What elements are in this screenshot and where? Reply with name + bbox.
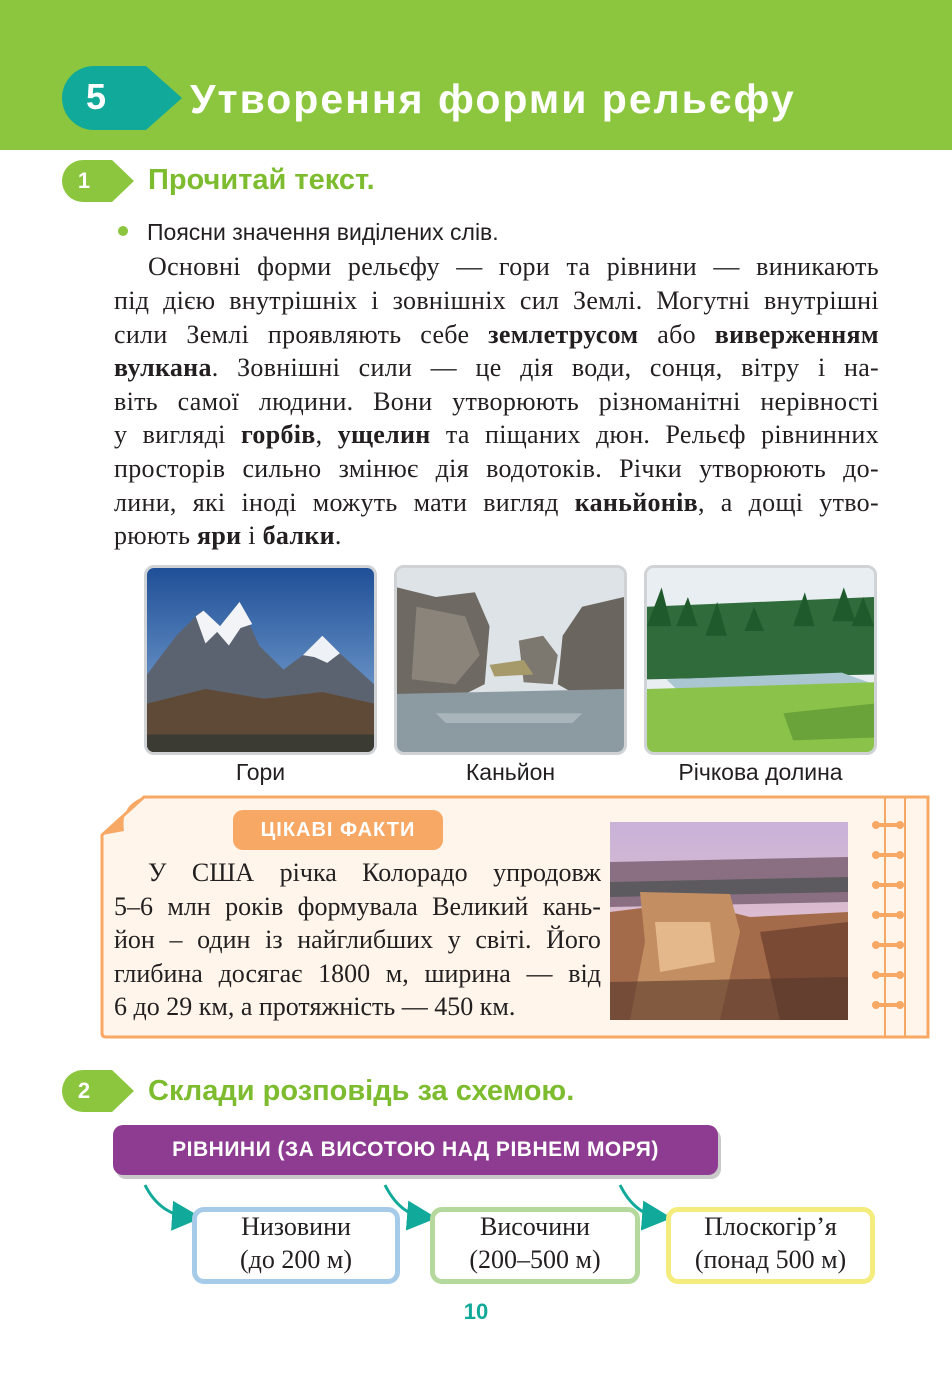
word: Річки: [619, 454, 682, 483]
word: себе: [420, 320, 470, 349]
word: дощі: [748, 488, 804, 517]
word: і: [248, 521, 256, 550]
text-line: [114, 418, 879, 452]
mountains-caption: Гори: [235, 759, 286, 785]
river-valley-caption: Річкова долина: [678, 759, 843, 785]
word: нерівності: [760, 387, 879, 416]
task-title: Прочитай текст.: [148, 164, 375, 196]
plateaus-range: (понад 500 м): [694, 1245, 847, 1274]
plateaus-label: [666, 1210, 875, 1282]
canyon-caption: Каньйон: [465, 759, 556, 785]
word: дія: [435, 454, 469, 483]
word: Зовнішні: [237, 353, 341, 382]
word: просторів: [114, 454, 226, 483]
word: Землі: [186, 320, 250, 349]
uplands-name: Височини: [480, 1212, 590, 1241]
word: до-: [843, 454, 879, 483]
word: —: [456, 252, 483, 281]
word: сили: [358, 353, 413, 382]
word: проявляють: [267, 320, 402, 349]
highlighted-term: виверженням: [714, 320, 879, 349]
word: дія: [520, 353, 554, 382]
river-valley-photo: [644, 565, 877, 755]
word: які: [192, 488, 226, 517]
word: різноманітні: [598, 387, 741, 416]
word: утво-: [819, 488, 879, 517]
word: і: [371, 286, 379, 315]
word: це: [475, 353, 502, 382]
word: рельєфу: [347, 252, 440, 281]
highlighted-term: балки.: [262, 521, 342, 550]
task-title: Склади розповідь за схемою.: [148, 1075, 575, 1107]
word: і: [817, 353, 826, 382]
bullet-dot: [118, 226, 128, 236]
word: —: [430, 353, 457, 382]
word: —: [713, 252, 740, 281]
page-number: 10: [463, 1299, 489, 1324]
word: дією: [163, 286, 216, 315]
word: та: [566, 252, 591, 281]
mountains-photo: [144, 565, 377, 755]
page-title: Утворення форми рельєфу: [190, 76, 796, 122]
word: Основні: [148, 252, 241, 281]
word: лини,: [114, 488, 177, 517]
word: водотоків.: [486, 454, 602, 483]
task-number: 2: [77, 1078, 91, 1103]
word: гори: [498, 252, 551, 281]
word: рюють: [114, 521, 191, 550]
text-line: [114, 318, 879, 352]
facts-label: ЦІКАВІ ФАКТИ: [260, 819, 416, 841]
word: іноді: [241, 488, 297, 517]
word: сильно: [242, 454, 322, 483]
word: виникають: [756, 252, 879, 281]
word: мати: [413, 488, 468, 517]
plains-heading: РІВНИНИ (ЗА ВИСОТОЮ НАД РІВНЕМ МОРЯ): [172, 1138, 659, 1161]
word: сил: [519, 286, 560, 315]
uplands-range: (200–500 м): [469, 1245, 601, 1274]
task-number: 1: [77, 168, 91, 193]
text-line: [114, 519, 879, 553]
word: та: [445, 420, 470, 449]
word: або: [657, 320, 696, 349]
task-instruction: Поясни значення виділених слів.: [147, 219, 499, 245]
word: води,: [571, 353, 632, 382]
word: утворюють: [699, 454, 826, 483]
word: форми: [257, 252, 332, 281]
lowlands-range: (до 200 м): [240, 1245, 352, 1274]
text-line: [114, 250, 879, 284]
highlighted-term: вулкана.: [114, 353, 219, 382]
text-line: [114, 284, 879, 318]
word: у: [114, 420, 128, 449]
plateaus-name: Плоскогір’я: [704, 1212, 837, 1241]
word: змінює: [338, 454, 419, 483]
word: а: [720, 488, 733, 517]
word: рівнинних: [761, 420, 879, 449]
word: віть: [114, 387, 158, 416]
canyon-photo: [394, 565, 627, 755]
word: внутрішніх: [229, 286, 358, 315]
highlighted-term: каньйонів,: [574, 488, 705, 517]
word: сонця,: [649, 353, 723, 382]
highlighted-term: ущелин: [337, 420, 431, 449]
word: Могутні: [656, 286, 751, 315]
text-line: [114, 351, 879, 385]
word: утворюють: [452, 387, 580, 416]
text-line: [114, 486, 879, 520]
facts-line: глибина досягає 1800 м, ширина — від: [114, 959, 601, 988]
word: сили: [114, 320, 168, 349]
word: Вони: [373, 387, 433, 416]
word: на-: [843, 353, 879, 382]
word: дюн.: [595, 420, 651, 449]
text-line: [114, 385, 879, 419]
word: вигляді: [142, 420, 226, 449]
word: Рельєф: [665, 420, 746, 449]
highlighted-term: яри: [197, 521, 242, 550]
lowlands-name: Низовини: [241, 1212, 351, 1241]
lesson-number: 5: [85, 76, 107, 117]
grand-canyon-photo: [610, 822, 848, 1020]
facts-line: У США річка Колорадо упродовж: [148, 858, 601, 887]
word: людини.: [258, 387, 354, 416]
word: під: [114, 286, 150, 315]
facts-line: 6 до 29 км, а протяжність — 450 км.: [114, 992, 516, 1021]
facts-line: 5–6 млн років формувала Великий кань-: [114, 892, 601, 921]
word: рівнини: [606, 252, 697, 281]
uplands-label: [430, 1210, 640, 1282]
word: вітру: [741, 353, 800, 382]
highlighted-term: горбів,: [240, 420, 323, 449]
highlighted-term: землетрусом: [488, 320, 639, 349]
word: Землі.: [573, 286, 643, 315]
word: піщаних: [485, 420, 581, 449]
text-line: [114, 452, 879, 486]
word: вигляд: [483, 488, 559, 517]
word: внутрішні: [763, 286, 879, 315]
word: самої: [177, 387, 240, 416]
word: можуть: [312, 488, 398, 517]
word: зовнішніх: [392, 286, 507, 315]
lowlands-label: [192, 1210, 400, 1282]
facts-line: йон – один із найглибших у світі. Його: [114, 925, 601, 954]
